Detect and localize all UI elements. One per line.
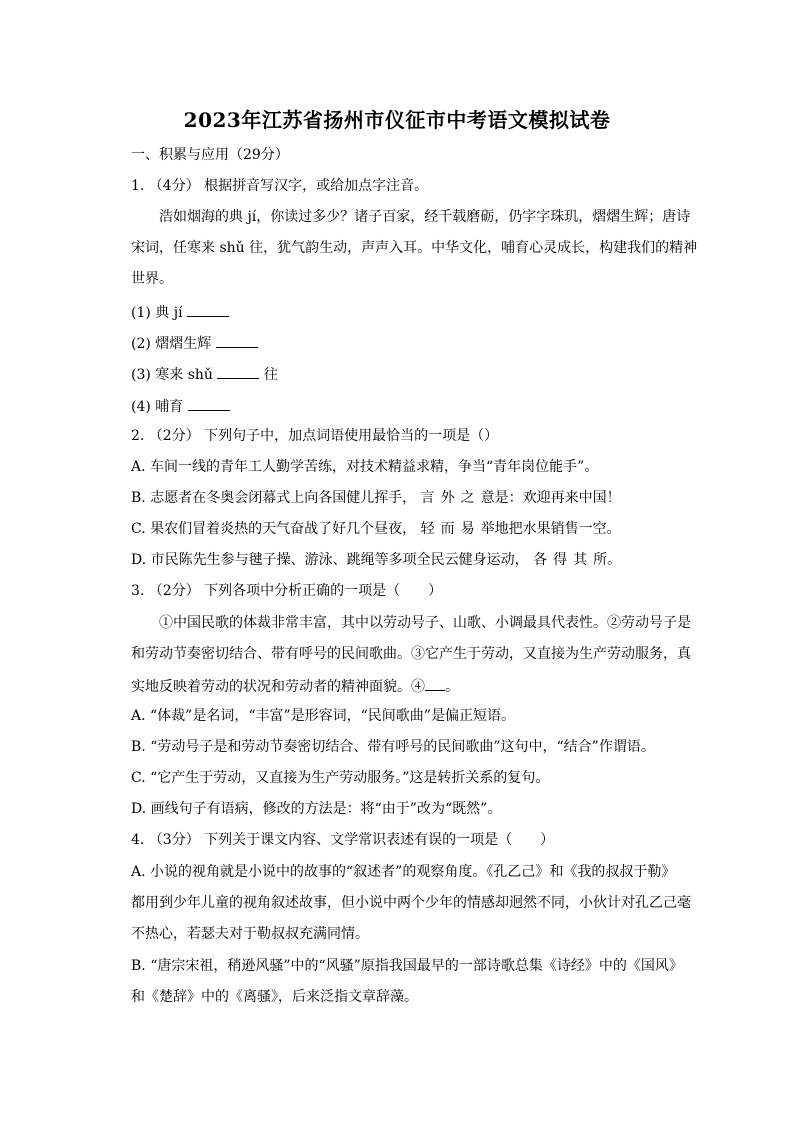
question-3-option-c: C. “它产生于劳动，又直接为生产劳动服务。”这是转折关系的复句。 — [131, 770, 550, 786]
answer-blank[interactable] — [217, 364, 259, 379]
dotted-word: 各得其 — [533, 552, 594, 568]
answer-blank[interactable] — [425, 676, 445, 691]
option-text-tail: 意是：欢迎再来中国！ — [480, 490, 621, 506]
question-3-passage-line — [131, 676, 459, 696]
question-2-option-d — [131, 551, 621, 569]
question-1-item — [131, 333, 258, 353]
item-text: (1) 典 jí — [131, 305, 183, 321]
question-4-text-line: A. 小说的视角就是小说中的故事的“叙述者”的观察角度。《孔乙己》和《我的叔叔于勒》 — [131, 864, 676, 880]
question-3-header: 3. （2分） 下列各项中分析正确的一项是（ ） — [131, 583, 443, 599]
item-text: (2) 熠熠生辉 — [131, 336, 212, 352]
question-2-option-a: A. 车间一线的青年工人勤学苦练，对技术精益求精，争当“青年岗位能手”。 — [131, 459, 599, 475]
item-text: (3) 寒来 shǔ — [131, 367, 213, 383]
answer-blank[interactable] — [188, 396, 230, 411]
question-3-option-b: B. “劳动号子是和劳动节奏密切结合、带有呼号的民间歌曲”这句中，“结合”作谓语。 — [131, 739, 655, 755]
question-3-option-d: D. 画线句子有语病，修改的方法是：将“由于”改为“既然”。 — [131, 801, 502, 817]
question-1-passage-line: 宋词，任寒来 shǔ 往，犹气韵生动，声声入耳。中华文化，哺育心灵成长，构建我们的精神 — [131, 240, 698, 256]
question-1-passage-line: 世界。 — [131, 271, 173, 287]
question-4-text-line: 不热心，若瑟夫对于勒叔叔充满同情。 — [131, 926, 369, 942]
passage-end: 。 — [445, 679, 459, 695]
item-text: (4) 哺育 — [131, 399, 184, 415]
option-text: C. 果农们冒着炎热的天气奋战了好几个昼夜， — [131, 521, 417, 537]
item-suffix: 往 — [263, 367, 278, 383]
question-1-header: 1. （4分） 根据拼音写汉字，或给加点字注音。 — [131, 178, 429, 194]
dotted-word: 言外之 — [420, 490, 481, 506]
section-heading: 一、积累与应用（29分） — [131, 147, 289, 163]
question-4-header: 4. （3分） 下列关于课文内容、文学常识表述有误的一项是（ ） — [131, 832, 555, 848]
question-2-option-c — [131, 520, 621, 538]
answer-blank[interactable] — [187, 302, 229, 317]
question-3-passage-line: ①中国民歌的体裁非常丰富，其中以劳动号子、山歌、小调最具代表性。②劳动号子是 — [159, 615, 691, 631]
exam-title: 2023年江苏省扬州市仪征市中考语文模拟试卷 — [183, 108, 611, 132]
question-1-item — [131, 364, 278, 384]
question-4-text-line: 都用到少年儿童的视角叙述故事，但小说中两个少年的情感却迥然不同，小伙计对孔乙己毫 — [131, 895, 691, 911]
question-1-item — [131, 396, 230, 416]
option-text: D. 市民陈先生参与毽子操、游泳、跳绳等多项全民云健身运动， — [131, 552, 529, 568]
question-4-text-line: 和《楚辞》中的《离骚》，后来泛指文章辞藻。 — [131, 989, 418, 1005]
option-text-tail: 所。 — [593, 552, 622, 568]
option-text-tail: 举地把水果销售一空。 — [480, 521, 621, 537]
question-3-option-a: A. “体裁”是名词，“丰富”是形容词，“民间歌曲”是偏正短语。 — [131, 708, 515, 724]
question-2-header: 2. （2分） 下列句子中，加点词语使用最恰当的一项是（） — [131, 428, 499, 444]
option-text: B. 志愿者在冬奥会闭幕式上向各国健儿挥手， — [131, 490, 417, 506]
answer-blank[interactable] — [216, 333, 258, 348]
question-4-text-line: B. “唐宗宋祖，稍逊风骚”中的“风骚”原指我国最早的一部诗歌总集《诗经》中的《国风》 — [131, 958, 683, 974]
question-3-passage-line: 和劳动节奏密切结合、带有呼号的民间歌曲。③它产生于劳动，又直接为生产劳动服务，真 — [131, 646, 691, 662]
question-1-passage-line: 浩如烟海的典 jí，你读过多少？诸子百家，经千载磨砺，仍字字珠玑，熠熠生辉；唐诗 — [159, 209, 691, 225]
question-2-option-b — [131, 489, 621, 507]
question-1-item — [131, 302, 229, 322]
dotted-word: 轻而易 — [420, 521, 481, 537]
passage-text: 实地反映着劳动的状况和劳动者的精神面貌。④ — [131, 679, 425, 695]
